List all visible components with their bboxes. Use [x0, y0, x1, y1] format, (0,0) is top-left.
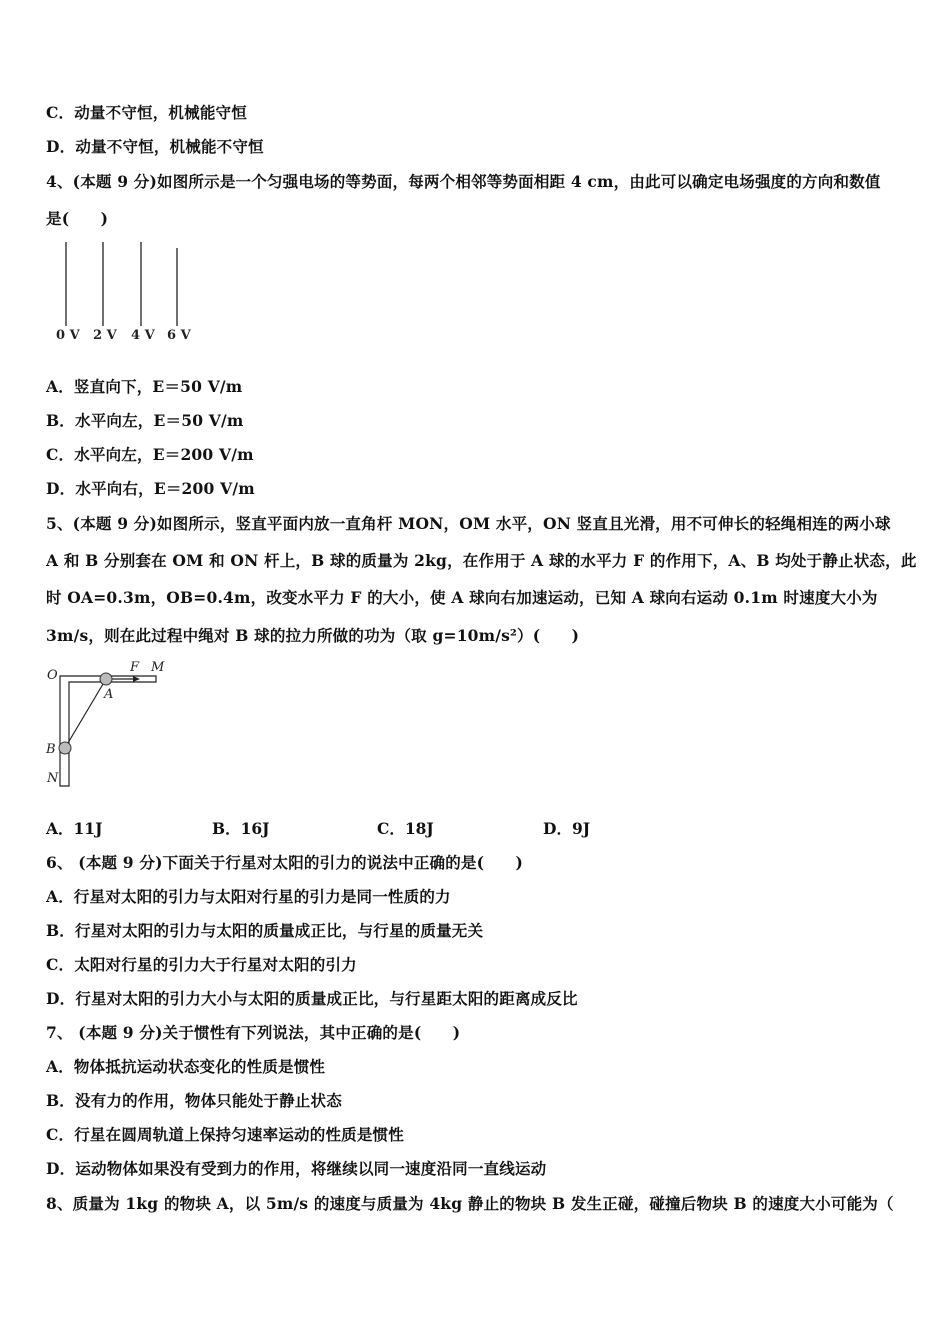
question-5-line2: A 和 B 分别套在 OM 和 ON 杆上，B 球的质量为 2kg，在作用于 A 球的水平力 F 的作用下，A、B 均处于静止状态，此 [46, 551, 917, 570]
question-4-option-b: B．水平向左，E＝50 V/m [46, 411, 244, 430]
rope [65, 679, 106, 748]
label-b: B [46, 742, 56, 757]
question-5-option-d: D．9J [543, 819, 591, 838]
label-f: F [130, 660, 140, 675]
option-c-prev: C．动量不守恒，机械能守恒 [46, 103, 247, 122]
question-4-line2: 是( ) [46, 209, 109, 228]
question-5-option-c: C．18J [377, 819, 434, 838]
question-6: 6、 (本题 9 分)下面关于行星对太阳的引力的说法中正确的是( ) [46, 853, 524, 872]
question-8: 8、质量为 1kg 的物块 A，以 5m/s 的速度与质量为 4kg 静止的物块 B 发生正碰，碰撞后物块 B 的速度大小可能为（ [46, 1194, 894, 1213]
ball-b [59, 742, 71, 754]
question-4-line1: 4、(本题 9 分)如图所示是一个匀强电场的等势面，每两个相邻等势面相距 4 cm，由此可以确定电场强度的方向和数值 [46, 172, 881, 191]
right-angle-rod-figure [44, 658, 174, 793]
question-5-line3: 时 OA=0.3m，OB=0.4m，改变水平力 F 的大小，使 A 球向右加速运动，已知 A 球向右运动 0.1m 时速度大小为 [46, 588, 878, 607]
question-7-option-a: A．物体抵抗运动状态变化的性质是惯性 [46, 1057, 326, 1076]
question-5-option-a: A．11J [46, 819, 103, 838]
question-7-option-b: B．没有力的作用，物体只能处于静止状态 [46, 1091, 342, 1110]
question-5-option-b: B．16J [212, 819, 270, 838]
label-2v: 2 V [93, 328, 117, 343]
question-6-option-c: C．太阳对行星的引力大于行星对太阳的引力 [46, 955, 357, 974]
question-4-option-a: A．竖直向下，E＝50 V/m [46, 377, 243, 396]
label-m: M [151, 660, 165, 675]
option-d-prev: D．动量不守恒，机械能不守恒 [46, 137, 264, 156]
label-o: O [47, 668, 58, 683]
ball-a [100, 673, 112, 685]
label-4v: 4 V [131, 328, 155, 343]
label-6v: 6 V [167, 328, 191, 343]
question-6-option-a: A．行星对太阳的引力与太阳对行星的引力是同一性质的力 [46, 887, 451, 906]
question-6-option-d: D．行星对太阳的引力大小与太阳的质量成正比，与行星距太阳的距离成反比 [46, 989, 578, 1008]
question-7-option-c: C．行星在圆周轨道上保持匀速率运动的性质是惯性 [46, 1125, 404, 1144]
question-5-line4: 3m/s，则在此过程中绳对 B 球的拉力所做的功为（取 g=10m/s²）( ) [46, 626, 580, 645]
label-0v: 0 V [56, 328, 80, 343]
question-6-option-b: B．行星对太阳的引力与太阳的质量成正比，与行星的质量无关 [46, 921, 484, 940]
equipotential-figure [50, 238, 200, 348]
question-7: 7、 (本题 9 分)关于惯性有下列说法，其中正确的是( ) [46, 1023, 461, 1042]
force-arrow-head [133, 676, 140, 682]
question-7-option-d: D．运动物体如果没有受到力的作用，将继续以同一速度沿同一直线运动 [46, 1159, 547, 1178]
question-4-option-d: D．水平向右，E＝200 V/m [46, 479, 255, 498]
label-n: N [47, 771, 59, 786]
question-5-line1: 5、(本题 9 分)如图所示，竖直平面内放一直角杆 MON，OM 水平，ON 竖直且光滑，用不可伸长的轻绳相连的两小球 [46, 514, 891, 533]
label-a: A [104, 687, 114, 702]
question-4-option-c: C．水平向左，E＝200 V/m [46, 445, 254, 464]
